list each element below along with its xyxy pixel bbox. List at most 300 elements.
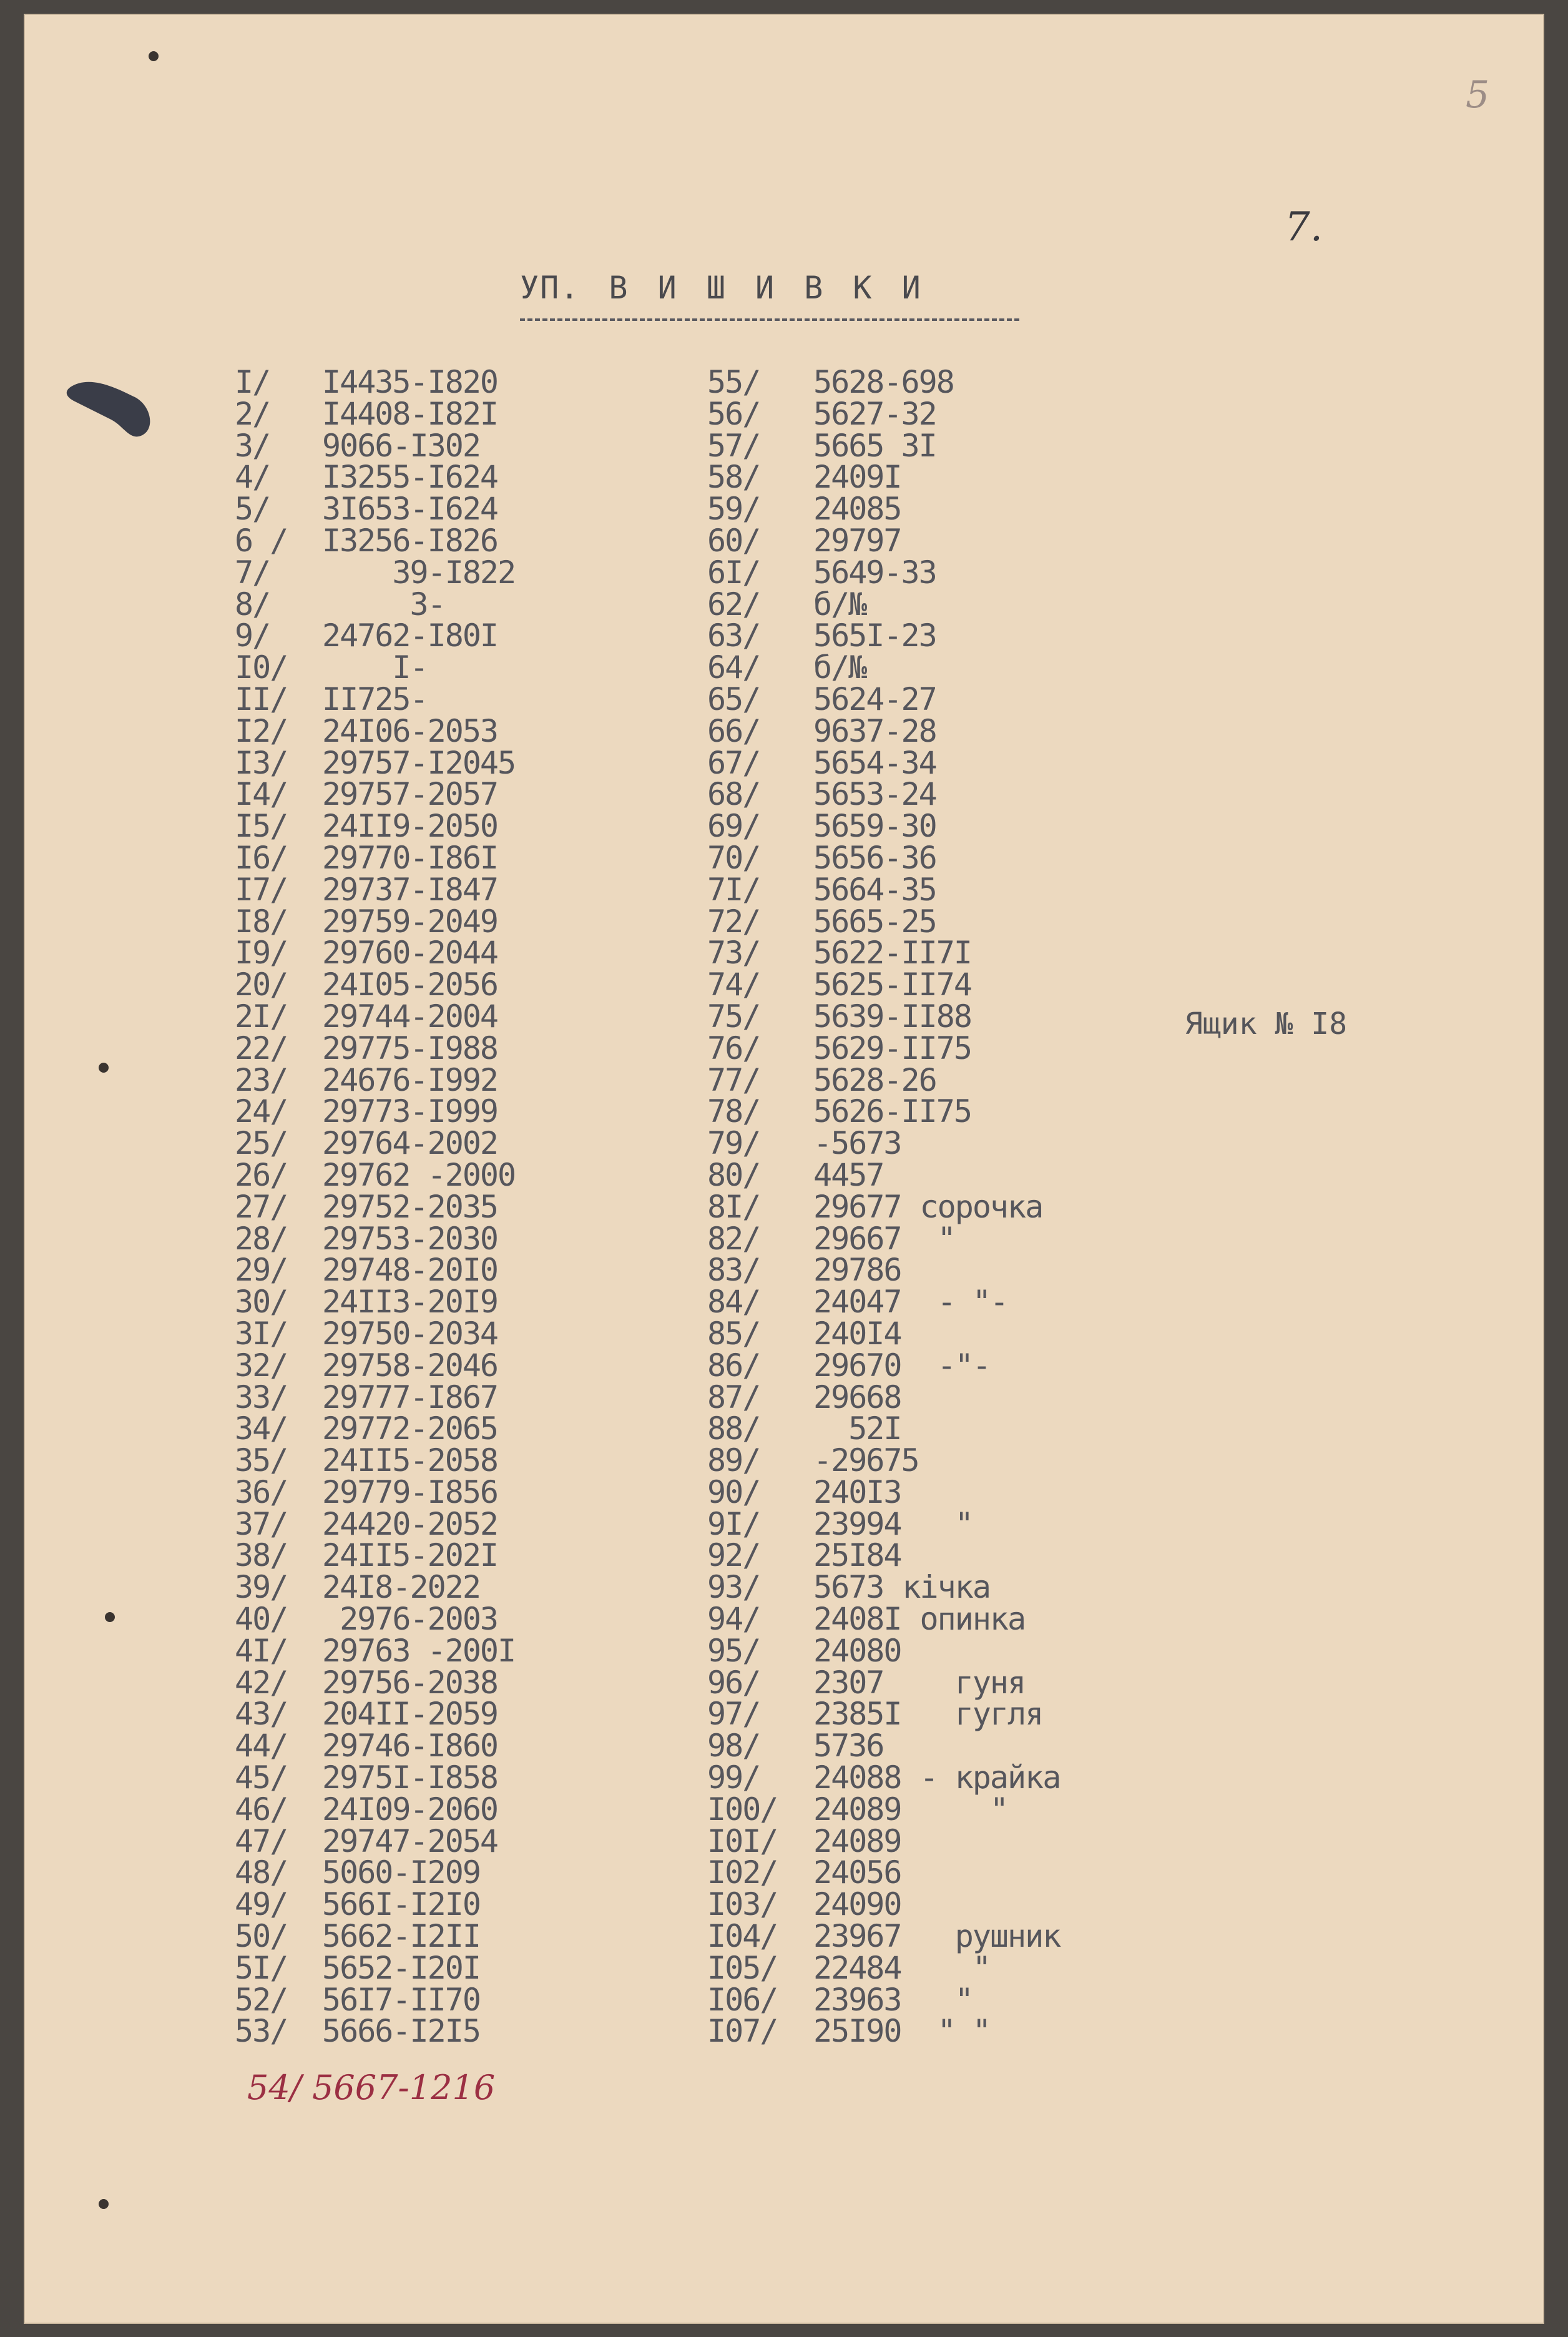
- entry-number: 24/: [235, 1093, 288, 1130]
- entry-number: 78/: [707, 1093, 760, 1130]
- entry-number: 88/: [707, 1410, 760, 1447]
- entry-number: І7/: [235, 871, 288, 908]
- entry-number: 29/: [235, 1252, 288, 1289]
- entry-number: 58/: [707, 459, 760, 496]
- entry-number: 59/: [707, 491, 760, 528]
- entry-number: 34/: [235, 1410, 288, 1447]
- entry-code: 56І7-ІІ70: [322, 1981, 480, 2018]
- inventory-entry: [707, 1730, 1269, 1762]
- entry-number: І3/: [235, 744, 288, 781]
- inventory-entry: [707, 808, 1269, 845]
- inventory-entry: [707, 1284, 1269, 1321]
- entry-code: 4457: [813, 1156, 884, 1193]
- inventory-entry: [707, 1918, 1269, 1955]
- inventory-entry: [707, 1854, 1269, 1891]
- entry-code: 29777-І867: [322, 1379, 498, 1415]
- entry-number: 86/: [707, 1347, 760, 1384]
- inventory-entry: [235, 1823, 584, 1859]
- entry-number: 36/: [235, 1474, 288, 1510]
- inventory-entry: [235, 681, 584, 717]
- entry-note: ": [919, 1791, 1008, 1828]
- inventory-entry: [707, 1379, 1269, 1415]
- entry-note: " ": [919, 2013, 990, 2050]
- inventory-entry: [707, 1664, 1269, 1701]
- entry-code: 29797: [813, 522, 901, 559]
- inventory-entry: [235, 744, 584, 781]
- entry-code: 24676-І992: [322, 1061, 498, 1098]
- entry-code: 25І90: [813, 2013, 901, 2050]
- entry-code: 29773-І999: [322, 1093, 498, 1130]
- entry-code: 204ІІ-2059: [322, 1696, 498, 1733]
- entry-number: 6 /: [235, 522, 288, 559]
- entry-number: 22/: [235, 1030, 288, 1066]
- entry-number: 73/: [707, 935, 760, 972]
- entry-number: 4І/: [235, 1632, 288, 1669]
- entry-number: 4/: [235, 459, 270, 496]
- entry-code: 2385І: [813, 1696, 901, 1733]
- entry-code: 29764-2002: [322, 1125, 498, 1162]
- entry-code: 9066-І302: [322, 427, 480, 464]
- entry-number: 23/: [235, 1061, 288, 1098]
- entry-code: -29675: [813, 1442, 919, 1479]
- entry-code: 5654-34: [813, 744, 936, 781]
- inventory-entry: [707, 427, 1269, 464]
- entry-note: гугля: [919, 1696, 1043, 1733]
- inventory-entry: [707, 1696, 1269, 1733]
- entry-code: 29762 -2000: [322, 1156, 516, 1193]
- entry-number: І2/: [235, 712, 288, 749]
- inventory-entry: [707, 395, 1269, 432]
- entry-code: ІІ725-: [322, 681, 428, 717]
- entry-code: 29759-2049: [322, 903, 498, 940]
- inventory-entry: [707, 1791, 1269, 1828]
- inventory-entry: [235, 1379, 584, 1415]
- inventory-entry: [707, 903, 1269, 940]
- inventory-entry: [235, 522, 584, 559]
- inventory-entry: [235, 1284, 584, 1321]
- entry-number: 39/: [235, 1569, 288, 1606]
- entry-number: 30/: [235, 1284, 288, 1321]
- entry-code: 23994: [813, 1505, 901, 1542]
- entry-code: 23963: [813, 1981, 901, 2018]
- entry-code: -5673: [813, 1125, 901, 1162]
- entry-note: ": [919, 1220, 955, 1257]
- inventory-entry: [707, 1505, 1269, 1542]
- inventory-entry: [707, 1886, 1269, 1923]
- inventory-entry: [235, 1791, 584, 1828]
- entry-number: 98/: [707, 1728, 760, 1764]
- entry-code: 5626-ІІ75: [813, 1093, 971, 1130]
- entry-code: 2975І-І858: [322, 1759, 498, 1796]
- entry-number: 42/: [235, 1664, 288, 1701]
- entry-code: 24080: [813, 1632, 901, 1669]
- entry-code: 24І06-2053: [322, 712, 498, 749]
- entry-code: 29763 -200І: [322, 1632, 516, 1669]
- entry-number: 67/: [707, 744, 760, 781]
- entry-number: 50/: [235, 1918, 288, 1955]
- entry-code: 5629-ІІ75: [813, 1030, 971, 1066]
- inventory-entry: [707, 2013, 1269, 2050]
- inventory-entry: [235, 1664, 584, 1701]
- entry-code: 24ІІ5-2058: [322, 1442, 498, 1479]
- inventory-entry: [235, 1030, 584, 1066]
- entry-number: 46/: [235, 1791, 288, 1828]
- archive-page: [24, 14, 1544, 2324]
- entry-code: 5736: [813, 1728, 884, 1764]
- entry-number: 26/: [235, 1156, 288, 1193]
- entry-number: І6/: [235, 839, 288, 876]
- entry-number: 49/: [235, 1886, 288, 1923]
- inventory-entry: [235, 969, 584, 1001]
- inventory-entry: [235, 1696, 584, 1733]
- inventory-entry: [235, 808, 584, 845]
- inventory-entry: [707, 681, 1269, 717]
- entry-number: 43/: [235, 1696, 288, 1733]
- inventory-entry: [707, 617, 1269, 654]
- entry-number: І06/: [707, 1981, 778, 2018]
- inventory-entry: [707, 839, 1269, 876]
- entry-code: 24047: [813, 1284, 901, 1321]
- entry-code: 24ІІ5-202І: [322, 1537, 498, 1574]
- entry-number: 5/: [235, 491, 270, 528]
- inventory-entry: [235, 617, 584, 654]
- entry-code: 29737-І847: [322, 871, 498, 908]
- inventory-entry: [707, 459, 1269, 496]
- entry-code: 29667: [813, 1220, 901, 1257]
- inventory-entry: [707, 1632, 1269, 1669]
- inventory-entry: [235, 1537, 584, 1574]
- inventory-entry: [235, 491, 584, 528]
- entry-number: 45/: [235, 1759, 288, 1796]
- entry-code: 24089: [813, 1823, 901, 1859]
- entry-code: 5665-25: [813, 903, 936, 940]
- entry-code: 240І3: [813, 1474, 901, 1510]
- entry-code: 24088: [813, 1759, 901, 1796]
- entry-number: 52/: [235, 1981, 288, 2018]
- inventory-entry: [707, 1125, 1269, 1162]
- inventory-column-right: [707, 364, 1269, 2050]
- entry-number: 82/: [707, 1220, 760, 1257]
- entry-number: 80/: [707, 1156, 760, 1193]
- inventory-entry: [707, 1759, 1269, 1796]
- inventory-entry: [235, 1918, 584, 1955]
- entry-code: 2976-2003: [322, 1601, 498, 1638]
- entry-code: 29779-І856: [322, 1474, 498, 1510]
- entry-code: 52І: [813, 1410, 901, 1447]
- entry-number: 64/: [707, 649, 760, 686]
- entry-number: 7І/: [707, 871, 760, 908]
- entry-code: 24762-І80І: [322, 617, 498, 654]
- inventory-entry: [235, 1220, 584, 1257]
- binding-hole: [99, 1063, 109, 1073]
- inventory-entry: [235, 1125, 584, 1162]
- entry-code: 29748-20І0: [322, 1252, 498, 1289]
- entry-code: 29747-2054: [322, 1823, 498, 1859]
- binding-hole: [105, 1612, 115, 1622]
- inventory-entry: [235, 998, 584, 1035]
- entry-code: 9637-28: [813, 712, 936, 749]
- entry-number: 97/: [707, 1696, 760, 1733]
- entry-code: 29756-2038: [322, 1664, 498, 1701]
- entry-number: 92/: [707, 1537, 760, 1574]
- inventory-entry: [235, 1474, 584, 1510]
- entry-code: 2408І: [813, 1601, 901, 1638]
- entry-note: -"-: [919, 1347, 990, 1384]
- entry-number: 38/: [235, 1537, 288, 1574]
- inventory-entry: [707, 1601, 1269, 1638]
- entry-code: 24089: [813, 1791, 901, 1828]
- entry-number: 70/: [707, 839, 760, 876]
- inventory-entry: [707, 935, 1269, 972]
- entry-code: 5627-32: [813, 395, 936, 432]
- inventory-entry: [235, 649, 584, 686]
- entry-note: ": [919, 1505, 973, 1542]
- entry-number: 85/: [707, 1315, 760, 1352]
- inventory-entry: [707, 554, 1269, 591]
- inventory-entry: [235, 1730, 584, 1762]
- inventory-entry: [707, 1220, 1269, 1257]
- entry-code: 24І8-2022: [322, 1569, 480, 1606]
- entry-code: 2307: [813, 1664, 884, 1701]
- entry-number: 3І/: [235, 1315, 288, 1352]
- entry-note: опинка: [919, 1601, 1026, 1638]
- entry-code: 5622-ІІ7І: [813, 935, 971, 972]
- entry-code: 29677: [813, 1188, 901, 1225]
- title-underline: [520, 318, 1019, 321]
- entry-number: 94/: [707, 1601, 760, 1638]
- inventory-entry: [235, 1632, 584, 1669]
- box-label: Ящик № І8: [1185, 1006, 1348, 1041]
- entry-code: 24ІІ9-2050: [322, 808, 498, 845]
- entry-number: 55/: [707, 364, 760, 400]
- entry-number: І03/: [707, 1886, 778, 1923]
- entry-number: 93/: [707, 1569, 760, 1606]
- entry-number: 83/: [707, 1252, 760, 1289]
- inventory-entry: [707, 1061, 1269, 1098]
- entry-number: 28/: [235, 1220, 288, 1257]
- entry-number: І0/: [235, 649, 288, 686]
- entry-code: 29757-І2045: [322, 744, 516, 781]
- entry-number: 40/: [235, 1601, 288, 1638]
- entry-code: 3-: [322, 586, 445, 622]
- entry-code: 565І-23: [813, 617, 936, 654]
- entry-number: 87/: [707, 1379, 760, 1415]
- inventory-entry: [235, 427, 584, 464]
- entry-code: 5659-30: [813, 808, 936, 845]
- entry-code: І4408-І82І: [322, 395, 498, 432]
- inventory-entry: [707, 1315, 1269, 1352]
- inventory-entry: [235, 1442, 584, 1479]
- inventory-entry: [707, 649, 1269, 686]
- entry-number: ІІ/: [235, 681, 288, 717]
- entry-code: 22484: [813, 1949, 901, 1986]
- entry-number: 37/: [235, 1505, 288, 1542]
- entry-note: рушник: [919, 1918, 1061, 1955]
- entry-code: 5653-24: [813, 776, 936, 813]
- entry-number: 3/: [235, 427, 270, 464]
- entry-code: 5664-35: [813, 871, 936, 908]
- binding-hole: [99, 2199, 109, 2209]
- inventory-entry: [235, 1061, 584, 1098]
- inventory-entry: [707, 1981, 1269, 2018]
- inventory-entry: [707, 1347, 1269, 1384]
- entry-code: 566І-І2І0: [322, 1886, 480, 1923]
- entry-number: 72/: [707, 903, 760, 940]
- entry-code: 29757-2057: [322, 776, 498, 813]
- archive-page-number: 5: [1466, 73, 1490, 117]
- inventory-entry: [707, 586, 1269, 622]
- entry-code: 5673: [813, 1569, 884, 1606]
- entry-code: 29770-І86І: [322, 839, 498, 876]
- inventory-entry: [235, 459, 584, 496]
- inventory-entry: [235, 1505, 584, 1542]
- entry-code: 29746-І860: [322, 1728, 498, 1764]
- inventory-entry: [235, 1156, 584, 1193]
- entry-number: І0І/: [707, 1823, 778, 1859]
- entry-note: сорочка: [919, 1188, 1043, 1225]
- inventory-entry: [235, 1410, 584, 1447]
- entry-number: І8/: [235, 903, 288, 940]
- entry-code: 240І4: [813, 1315, 901, 1352]
- entry-number: 9/: [235, 617, 270, 654]
- entry-number: 35/: [235, 1442, 288, 1479]
- entry-number: 84/: [707, 1284, 760, 1321]
- entry-number: 2І/: [235, 998, 288, 1035]
- entry-code: 29772-2065: [322, 1410, 498, 1447]
- inventory-entry: [707, 1252, 1269, 1289]
- entry-code: 3І653-І624: [322, 491, 498, 528]
- entry-code: 29786: [813, 1252, 901, 1289]
- entry-note: - "-: [919, 1284, 1008, 1321]
- inventory-entry: [707, 1188, 1269, 1225]
- entry-number: І/: [235, 364, 270, 400]
- entry-code: 24420-2052: [322, 1505, 498, 1542]
- entry-number: 44/: [235, 1728, 288, 1764]
- section-title: УП. В И Ш И В К И: [520, 270, 922, 306]
- inventory-entry: [707, 1823, 1269, 1859]
- sheet-mark: 7.: [1285, 204, 1323, 250]
- entry-number: 5І/: [235, 1949, 288, 1986]
- entry-number: 7/: [235, 554, 270, 591]
- inventory-entry: [235, 712, 584, 749]
- entry-code: 23967: [813, 1918, 901, 1955]
- entry-number: І07/: [707, 2013, 778, 2050]
- entry-code: 5628-698: [813, 364, 954, 400]
- ink-blot: [49, 363, 161, 451]
- inventory-entry: [235, 839, 584, 876]
- entry-number: 60/: [707, 522, 760, 559]
- inventory-entry: [707, 969, 1269, 1001]
- entry-number: 2/: [235, 395, 270, 432]
- entry-number: 77/: [707, 1061, 760, 1098]
- entry-code: 5652-І20І: [322, 1949, 480, 1986]
- entry-code: 5666-І2І5: [322, 2013, 480, 2050]
- entry-code: 24090: [813, 1886, 901, 1923]
- entry-number: 32/: [235, 1347, 288, 1384]
- entry-number: 74/: [707, 967, 760, 1003]
- inventory-entry: [235, 1569, 584, 1606]
- inventory-entry: [707, 491, 1269, 528]
- entry-note: кічка: [902, 1569, 990, 1606]
- entry-number: 27/: [235, 1188, 288, 1225]
- entry-code: б/№: [813, 649, 866, 686]
- entry-code: І3256-І826: [322, 522, 498, 559]
- entry-code: 5649-33: [813, 554, 936, 591]
- entry-number: 95/: [707, 1632, 760, 1669]
- inventory-entry: [235, 1315, 584, 1352]
- entry-number: 47/: [235, 1823, 288, 1859]
- entry-code: 5628-26: [813, 1061, 936, 1098]
- entry-code: 29752-2035: [322, 1188, 498, 1225]
- entry-number: 6І/: [707, 554, 760, 591]
- inventory-entry: [235, 1252, 584, 1289]
- entry-number: 68/: [707, 776, 760, 813]
- entry-note: - крайка: [919, 1759, 1061, 1796]
- inventory-entry: [235, 395, 584, 432]
- entry-number: І00/: [707, 1791, 778, 1828]
- inventory-entry: [235, 586, 584, 622]
- entry-number: І9/: [235, 935, 288, 972]
- entry-code: 29750-2034: [322, 1315, 498, 1352]
- inventory-entry: [235, 1854, 584, 1891]
- entry-number: 63/: [707, 617, 760, 654]
- entry-number: 25/: [235, 1125, 288, 1162]
- inventory-entry: [235, 1093, 584, 1130]
- entry-code: 29670: [813, 1347, 901, 1384]
- inventory-entry: [235, 1981, 584, 2018]
- inventory-entry: [707, 1569, 1269, 1606]
- entry-code: 29760-2044: [322, 935, 498, 972]
- binding-hole: [149, 51, 159, 61]
- handwritten-entry: 54/ 5667-1216: [247, 2068, 496, 2107]
- entry-code: 24056: [813, 1854, 901, 1891]
- entry-number: 20/: [235, 967, 288, 1003]
- inventory-entry: [707, 744, 1269, 781]
- entry-number: 8/: [235, 586, 270, 622]
- entry-code: б/№: [813, 586, 866, 622]
- inventory-entry: [707, 776, 1269, 813]
- entry-code: 24085: [813, 491, 901, 528]
- entry-note: ": [919, 1981, 973, 2018]
- entry-code: 24І05-2056: [322, 967, 498, 1003]
- entry-number: 99/: [707, 1759, 760, 1796]
- inventory-entry: [235, 2013, 584, 2050]
- entry-note: гуня: [902, 1664, 1026, 1701]
- entry-code: 29668: [813, 1379, 901, 1415]
- inventory-entry: [235, 871, 584, 908]
- entry-number: 65/: [707, 681, 760, 717]
- entry-code: 24ІІ3-20І9: [322, 1284, 498, 1321]
- entry-number: 53/: [235, 2013, 288, 2050]
- entry-code: 5656-36: [813, 839, 936, 876]
- entry-number: 9І/: [707, 1505, 760, 1542]
- inventory-entry: [707, 1537, 1269, 1574]
- inventory-entry: [235, 1601, 584, 1638]
- entry-code: 29758-2046: [322, 1347, 498, 1384]
- entry-number: 66/: [707, 712, 760, 749]
- inventory-entry: [235, 903, 584, 940]
- inventory-entry: [235, 1949, 584, 1986]
- inventory-entry: [235, 935, 584, 972]
- entry-number: 75/: [707, 998, 760, 1035]
- inventory-column-left: [235, 364, 584, 2050]
- inventory-entry: [707, 1949, 1269, 1986]
- entry-code: 5639-ІІ88: [813, 998, 971, 1035]
- entry-number: 90/: [707, 1474, 760, 1510]
- entry-code: 2409І: [813, 459, 901, 496]
- entry-code: 5060-І209: [322, 1854, 480, 1891]
- entry-code: 25І84: [813, 1537, 901, 1574]
